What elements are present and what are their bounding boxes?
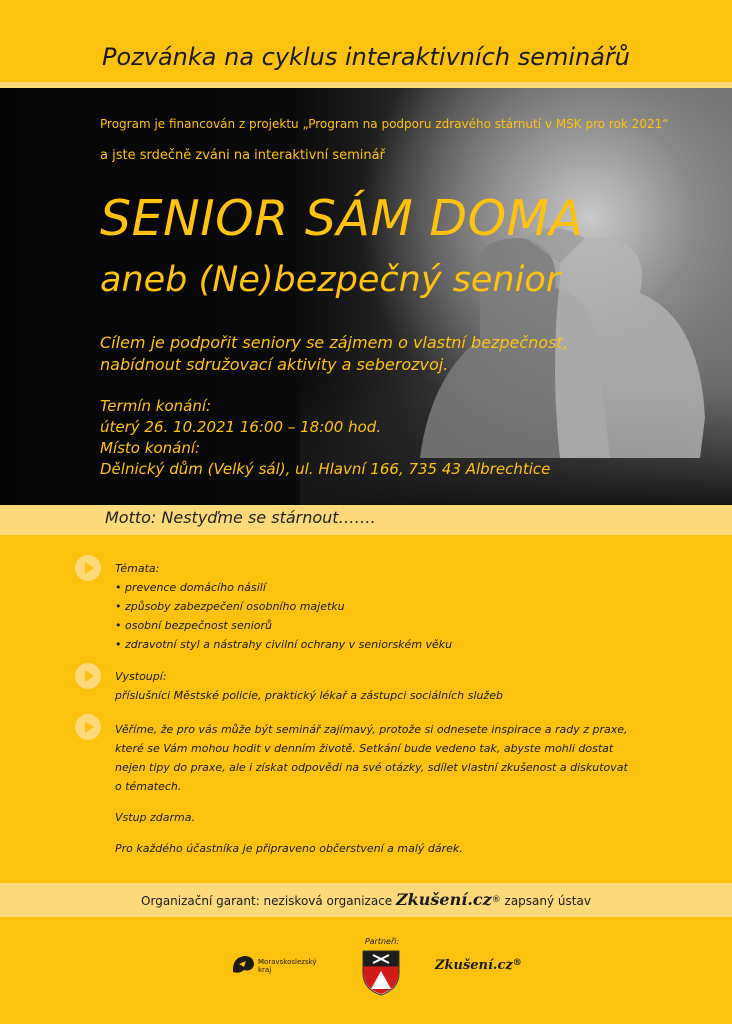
play-arrow-icon xyxy=(75,555,101,581)
zkuseni-logo-text: Zkušení.cz xyxy=(435,958,513,973)
topics-section xyxy=(75,555,675,655)
seminar-subtitle: aneb (Ne)bezpečný senior xyxy=(100,260,561,300)
info-line: nejen tipy do praxe, ale i získat odpovědi na své otázky, sdílet vlastní zkušenost a diskutovat xyxy=(115,761,628,774)
partners-label: Partneři: xyxy=(364,937,400,946)
organizer-prefix: Organizační garant: nezisková organizace xyxy=(141,894,393,908)
info-text xyxy=(115,720,675,858)
town-crest xyxy=(361,949,401,1001)
motto-text: Motto: Nestyďme se stárnout……. xyxy=(105,508,376,527)
kraj-logo-icon xyxy=(230,952,256,978)
speakers-text xyxy=(115,667,675,705)
page-title: Pozvánka na cyklus interaktivních seminářů xyxy=(102,43,630,71)
topics-heading: Témata: xyxy=(115,562,160,575)
seminar-goal xyxy=(100,332,568,376)
goal-line: nabídnout sdružovací aktivity a seberozvoj. xyxy=(100,355,449,374)
place-value: Dělnický dům (Velký sál), ul. Hlavní 166, 735 43 Albrechtice xyxy=(100,460,551,478)
play-arrow-icon xyxy=(75,714,101,740)
list-item: • způsoby zabezpečení osobního majetku xyxy=(115,600,345,613)
topics-list xyxy=(115,559,675,654)
kraj-logo xyxy=(230,952,317,982)
kraj-name: Moravskoslezský kraj xyxy=(258,958,317,974)
speakers-heading: Vystoupí: xyxy=(115,670,167,683)
gift-note: Pro každého účastníka je připraveno občerstvení a malý dárek. xyxy=(115,842,463,855)
organizer-band xyxy=(0,883,732,917)
list-item: • osobní bezpečnost seniorů xyxy=(115,619,272,632)
speakers-list: příslušníci Městské policie, praktický lékař a zástupci sociálních služeb xyxy=(115,689,503,702)
list-item: • prevence domácího násilí xyxy=(115,581,266,594)
zkuseni-logo xyxy=(435,958,522,973)
town-crest-icon xyxy=(361,949,401,997)
term-label: Termín konání: xyxy=(100,397,212,415)
info-line: o tématech. xyxy=(115,780,182,793)
place-label: Místo konání: xyxy=(100,439,201,457)
info-section xyxy=(75,714,675,864)
info-line: které se Vám mohou hodit v denním životě. Setkání bude vedeno tak, abyste mohli dostat xyxy=(115,742,614,755)
registered-mark: ® xyxy=(491,895,501,905)
funding-note: Program je financován z projektu „Program na podporu zdravého stárnutí v MSK pro rok 2021“ xyxy=(100,117,669,131)
event-details xyxy=(100,396,550,480)
list-item: • zdravotní styl a nástrahy civilní ochrany v seniorském věku xyxy=(115,638,453,651)
term-value: úterý 26. 10.2021 16:00 – 18:00 hod. xyxy=(100,418,382,436)
goal-line: Cílem je podpořit seniory se zájmem o vlastní bezpečnost, xyxy=(100,333,568,352)
registered-mark: ® xyxy=(512,958,522,968)
organizer-brand: Zkušení.cz xyxy=(396,890,492,909)
seminar-title: SENIOR SÁM DOMA xyxy=(100,190,584,247)
entry-note: Vstup zdarma. xyxy=(115,811,195,824)
hero-photo-section xyxy=(0,88,732,505)
play-arrow-icon xyxy=(75,663,101,689)
invite-line: a jste srdečně zváni na interaktivní seminář xyxy=(100,148,385,163)
info-line: Věříme, že pro vás může být seminář zajímavý, protože si odnesete inspirace a rady z praxe, xyxy=(115,723,628,736)
organizer-suffix: zapsaný ústav xyxy=(504,894,591,908)
speakers-section xyxy=(75,663,675,703)
